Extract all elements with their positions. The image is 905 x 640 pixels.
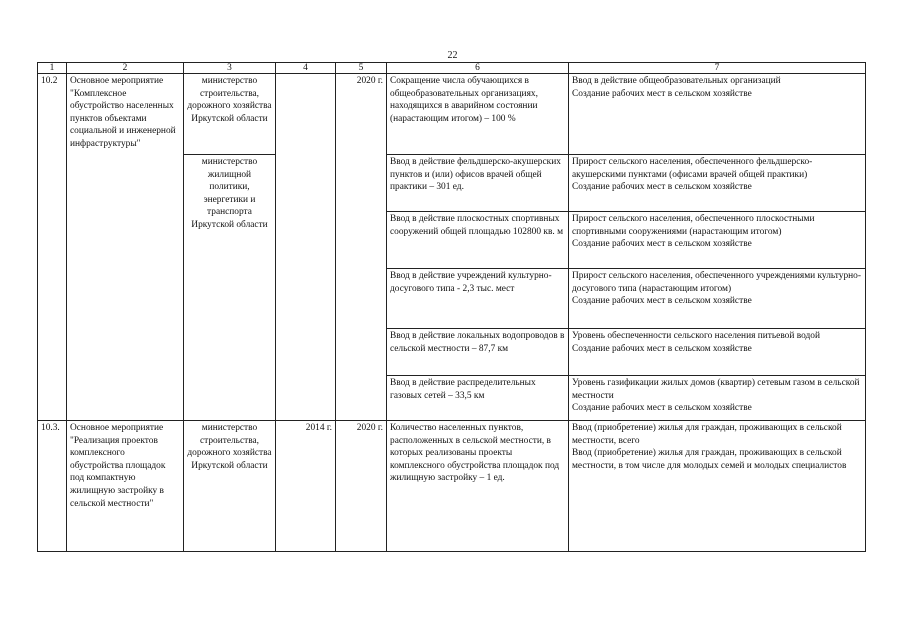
result-cell: Ввод в действие фельдшерско-акушерских пунктов и (или) офисов врачей общей практики – 301 ед. [387,155,569,212]
end-year: 2020 г. [336,421,387,552]
indicator-text: Создание рабочих мест в сельском хозяйстве [572,182,752,193]
header-row [38,63,866,74]
measure-name: Основное мероприятие "Реализация проектов комплексного обустройства площадок под компактную жилищную застройку в сельской местности" [67,421,184,552]
indicator-cell [569,155,866,212]
indicator-text: Создание рабочих мест в сельском хозяйстве [572,88,752,99]
indicator-text: Ввод в действие общеобразовательных организаций [572,76,781,86]
col-header-3: 3 [184,63,276,74]
measure-name: Основное мероприятие "Комплексное обустройство населенных пунктов объектами социальной и инженерной инфраструктуры" [67,74,184,421]
end-year: 2020 г. [336,74,387,421]
indicator-cell [569,269,866,329]
start-year: 2014 г. [276,421,336,552]
result-cell: Ввод в действие плоскостных спортивных сооружений общей площадью 102800 кв. м [387,212,569,269]
result-cell: Ввод в действие распределительных газовых сетей – 33,5 км [387,376,569,421]
indicator-text: Создание рабочих мест в сельском хозяйстве [572,403,752,414]
indicator-text: Уровень обеспеченности сельского населения питьевой водой [572,331,820,341]
result-cell: Сокращение числа обучающихся в общеобразовательных организациях, находящихся в аварийном состоянии (нарастающим итогом) – 100 % [387,74,569,155]
indicator-cell [569,376,866,421]
indicator-text: Ввод (приобретение) жилья для граждан, проживающих в сельской местности, в том числе для молодых семей и молодых специалистов [572,448,847,471]
row-number: 10.2 [38,74,67,421]
indicator-text: Прирост сельского населения, обеспеченного учреждениями культурно-досугового типа (нарастающим итогом) [572,271,861,294]
indicator-text: Создание рабочих мест в сельском хозяйстве [572,296,752,307]
program-table [37,62,866,552]
indicator-cell [569,212,866,269]
page-number: 22 [447,50,458,61]
result-cell: Ввод в действие учреждений культурно-досугового типа - 2,3 тыс. мест [387,269,569,329]
col-header-1: 1 [38,63,67,74]
col-header-6: 6 [387,63,569,74]
indicator-text: Уровень газификации жилых домов (квартир) сетевым газом в сельской местности [572,378,860,401]
row-number: 10.3. [38,421,67,552]
executor-cell: министерство жилищной политики, энергетики и транспорта Иркутской области [184,155,276,421]
indicator-cell [569,74,866,155]
indicator-text: Создание рабочих мест в сельском хозяйстве [572,239,752,250]
start-year [276,74,336,421]
col-header-4: 4 [276,63,336,74]
result-cell: Количество населенных пунктов, расположенных в сельской местности, в которых реализованы проекты комплексного обустройства площадок под жилищную застройку – 1 ед. [387,421,569,552]
indicator-text: Прирост сельского населения, обеспеченного фельдшерско-акушерскими пунктами (офисами врачей общей практики) [572,157,813,180]
executor-cell: министерство строительства, дорожного хозяйства Иркутской области [184,421,276,552]
indicator-cell [569,329,866,376]
executor-cell: министерство строительства, дорожного хозяйства Иркутской области [184,74,276,155]
col-header-2: 2 [67,63,184,74]
indicator-text: Создание рабочих мест в сельском хозяйстве [572,343,752,354]
indicator-cell [569,421,866,552]
table-row [38,421,866,552]
table-row [38,74,866,155]
indicator-text: Ввод (приобретение) жилья для граждан, проживающих в сельской местности, всего [572,423,842,446]
result-cell: Ввод в действие локальных водопроводов в сельской местности – 87,7 км [387,329,569,376]
col-header-7: 7 [569,63,866,74]
col-header-5: 5 [336,63,387,74]
indicator-text: Прирост сельского населения, обеспеченного плоскостными спортивными сооружениями (нарастающим итогом) [572,214,815,237]
